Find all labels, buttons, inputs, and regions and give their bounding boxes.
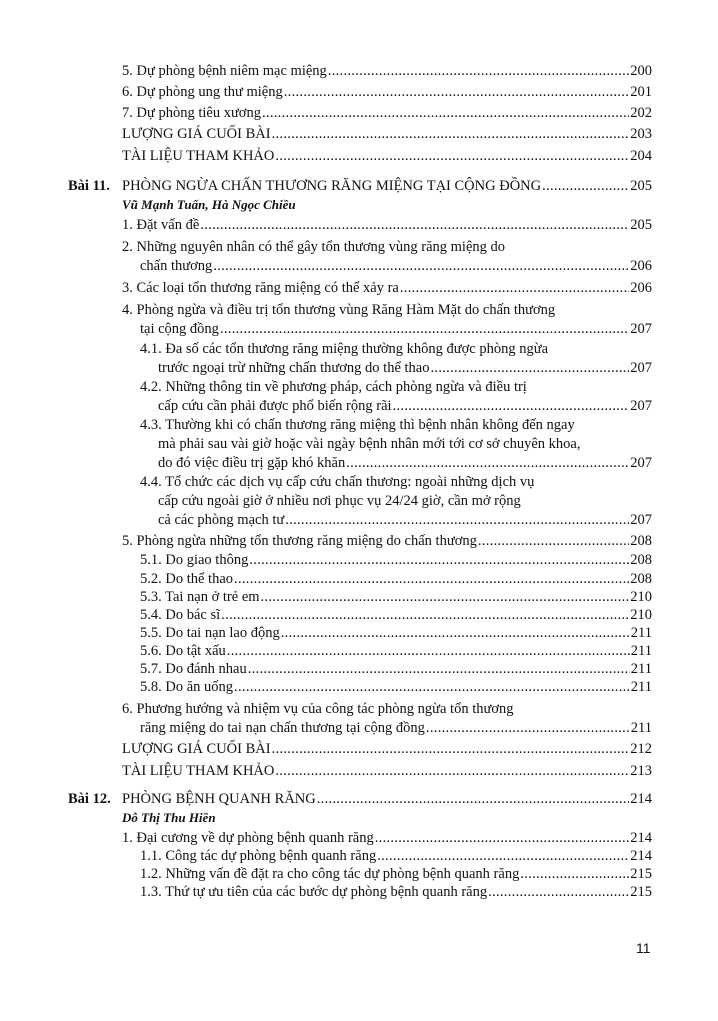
entry-text: TÀI LIỆU THAM KHẢO <box>122 148 275 164</box>
leader-dots <box>430 359 629 377</box>
entry-page: 208 <box>630 552 652 568</box>
toc-entry <box>140 257 652 275</box>
toc-entry <box>122 62 652 80</box>
toc-entry <box>140 660 652 678</box>
lesson-number: Bài 12. <box>68 791 111 807</box>
toc-entry <box>140 320 652 338</box>
leader-dots <box>272 740 630 758</box>
entry-page: 213 <box>630 763 652 779</box>
entry-page: 211 <box>630 643 652 659</box>
entry-page: 200 <box>630 63 652 79</box>
leader-dots <box>275 147 629 165</box>
entry-page: 211 <box>630 625 652 641</box>
entry-text: chấn thương <box>140 258 213 274</box>
leader-dots <box>261 588 630 606</box>
entry-page: 207 <box>630 455 652 471</box>
entry-page: 215 <box>630 884 652 900</box>
toc-entry <box>158 511 652 529</box>
entry-page: 211 <box>630 661 652 677</box>
toc-entry <box>122 104 652 122</box>
entry-text: LƯỢNG GIÁ CUỐI BÀI <box>122 741 271 757</box>
toc-entry <box>158 359 652 377</box>
entry-text-line: 6. Phương hướng và nhiệm vụ của công tác phòng ngừa tổn thương <box>122 701 514 717</box>
entry-page: 208 <box>630 571 652 587</box>
toc-entry <box>122 762 652 780</box>
leader-dots <box>221 606 629 624</box>
entry-text: 1. Đặt vấn đề <box>122 217 200 233</box>
entry-text: TÀI LIỆU THAM KHẢO <box>122 763 275 779</box>
toc-entry <box>140 551 652 569</box>
entry-text: 1. Đại cương về dự phòng bệnh quanh răng <box>122 830 374 846</box>
leader-dots <box>262 104 629 122</box>
leader-dots <box>234 678 630 696</box>
entry-text: răng miệng do tai nạn chấn thương tại cộng đồng <box>140 720 425 736</box>
entry-text: cấp cứu cần phải được phổ biến rộng rãi <box>158 398 392 414</box>
leader-dots <box>393 397 630 415</box>
entry-page: 207 <box>630 360 652 376</box>
leader-dots <box>275 762 629 780</box>
toc-entry <box>122 125 652 143</box>
toc-entry <box>140 883 652 901</box>
entry-text-line: cấp cứu ngoài giờ ở nhiều nơi phục vụ 24/24 giờ, cần mở rộng <box>158 493 521 509</box>
entry-page: 214 <box>630 830 652 846</box>
toc-entry <box>140 719 652 737</box>
entry-page: 211 <box>630 720 652 736</box>
entry-text-line: 4.2. Những thông tin về phương pháp, cách phòng ngừa và điều trị <box>140 379 527 395</box>
entry-text-line: 4.1. Đa số các tổn thương răng miệng thường không được phòng ngừa <box>140 341 549 357</box>
entry-text-line: 4.3. Thường khi có chấn thương răng miệng thì bệnh nhân không đến ngay <box>140 417 575 433</box>
entry-text: 1.1. Công tác dự phòng bệnh quanh răng <box>140 848 377 864</box>
leader-dots <box>213 257 629 275</box>
leader-dots <box>400 279 629 297</box>
leader-dots <box>272 125 630 143</box>
leader-dots <box>248 660 630 678</box>
entry-text: 5. Dự phòng bệnh niêm mạc miệng <box>122 63 327 79</box>
toc-entry <box>122 279 652 297</box>
entry-text: 7. Dự phòng tiêu xương <box>122 105 261 121</box>
leader-dots <box>220 320 629 338</box>
entry-page: 207 <box>630 321 652 337</box>
entry-page: 204 <box>630 148 652 164</box>
entry-text: 5.8. Do ăn uống <box>140 679 234 695</box>
toc-entry <box>122 147 652 165</box>
lesson-authors: Vũ Mạnh Tuấn, Hà Ngọc Chiều <box>122 197 296 212</box>
leader-dots <box>520 865 629 883</box>
entry-page: 207 <box>630 398 652 414</box>
toc-entry <box>158 454 652 472</box>
toc-entry <box>158 397 652 415</box>
entry-text-line: 2. Những nguyên nhân có thể gây tổn thương vùng răng miệng do <box>122 239 506 255</box>
entry-text: tại cộng đồng <box>140 321 219 337</box>
entry-text-line: mà phải sau vài giờ hoặc vài ngày bệnh nhân mới tới cơ sở chuyên khoa, <box>158 436 581 452</box>
leader-dots <box>234 570 629 588</box>
entry-page: 211 <box>630 679 652 695</box>
leader-dots <box>249 551 629 569</box>
entry-page: 201 <box>630 84 652 100</box>
entry-text-line: 4.4. Tổ chức các dịch vụ cấp cứu chấn thương: ngoài những dịch vụ <box>140 474 535 490</box>
toc-entry <box>122 83 652 101</box>
entry-page: 203 <box>630 126 652 142</box>
toc-entry <box>140 642 652 660</box>
leader-dots <box>284 83 630 101</box>
entry-text: 5.5. Do tai nạn lao động <box>140 625 280 641</box>
entry-text: 5.7. Do đánh nhau <box>140 661 247 677</box>
entry-text: cả các phòng mạch tư <box>158 512 285 528</box>
entry-text: 5.6. Do tật xấu <box>140 643 226 659</box>
entry-text-line: 4. Phòng ngừa và điều trị tổn thương vùng Răng Hàm Mặt do chấn thương <box>122 302 556 318</box>
entry-page: 214 <box>630 848 652 864</box>
page-number: 11 <box>636 940 651 956</box>
leader-dots <box>542 177 629 195</box>
leader-dots <box>478 532 629 550</box>
entry-text: do đó việc điều trị gặp khó khăn <box>158 455 346 471</box>
leader-dots <box>488 883 629 901</box>
entry-page: 210 <box>630 589 652 605</box>
leader-dots <box>285 511 629 529</box>
entry-text: trước ngoại trừ những chấn thương do thể thao <box>158 360 430 376</box>
lesson-title: PHÒNG NGỪA CHẤN THƯƠNG RĂNG MIỆNG TẠI CỘNG ĐỒNG <box>122 178 542 194</box>
toc-entry <box>140 570 652 588</box>
lesson-title: PHÒNG BỆNH QUANH RĂNG <box>122 791 316 807</box>
toc-entry <box>122 532 652 550</box>
leader-dots <box>346 454 629 472</box>
entry-page: 207 <box>630 512 652 528</box>
toc-entry <box>122 829 652 847</box>
entry-page: 208 <box>630 533 652 549</box>
entry-page: 205 <box>630 217 652 233</box>
entry-text: LƯỢNG GIÁ CUỐI BÀI <box>122 126 271 142</box>
lesson-page: 214 <box>630 791 652 807</box>
toc-entry <box>122 740 652 758</box>
lesson-number: Bài 11. <box>68 178 110 194</box>
toc-entry <box>140 624 652 642</box>
entry-text: 5.1. Do giao thông <box>140 552 249 568</box>
leader-dots <box>281 624 630 642</box>
entry-page: 202 <box>630 105 652 121</box>
entry-text: 5. Phòng ngừa những tổn thương răng miệng do chấn thương <box>122 533 477 549</box>
entry-text: 5.2. Do thể thao <box>140 571 234 587</box>
lesson-authors: Dỗ Thị Thu Hiền <box>122 810 216 825</box>
lesson-page: 205 <box>630 178 652 194</box>
leader-dots <box>377 847 629 865</box>
toc-entry <box>140 847 652 865</box>
entry-page: 212 <box>630 741 652 757</box>
entry-text: 6. Dự phòng ung thư miệng <box>122 84 283 100</box>
toc-entry <box>122 216 652 234</box>
lesson-title-row <box>122 177 652 195</box>
toc-entry <box>140 865 652 883</box>
entry-text: 5.4. Do bác sĩ <box>140 607 221 623</box>
entry-text: 1.3. Thứ tự ưu tiên của các bước dự phòng bệnh quanh răng <box>140 884 488 900</box>
entry-page: 210 <box>630 607 652 623</box>
leader-dots <box>227 642 630 660</box>
lesson-title-row <box>122 790 652 808</box>
leader-dots <box>375 829 630 847</box>
entry-page: 215 <box>630 866 652 882</box>
leader-dots <box>317 790 630 808</box>
toc-entry <box>140 678 652 696</box>
toc-entry <box>140 606 652 624</box>
leader-dots <box>328 62 629 80</box>
entry-text: 1.2. Những vấn đề đặt ra cho công tác dự phòng bệnh quanh răng <box>140 866 520 882</box>
leader-dots <box>426 719 630 737</box>
entry-page: 206 <box>630 280 652 296</box>
entry-page: 206 <box>630 258 652 274</box>
toc-entry <box>140 588 652 606</box>
entry-text: 5.3. Tai nạn ở trẻ em <box>140 589 260 605</box>
entry-text: 3. Các loại tổn thương răng miệng có thể xảy ra <box>122 280 399 296</box>
leader-dots <box>200 216 629 234</box>
